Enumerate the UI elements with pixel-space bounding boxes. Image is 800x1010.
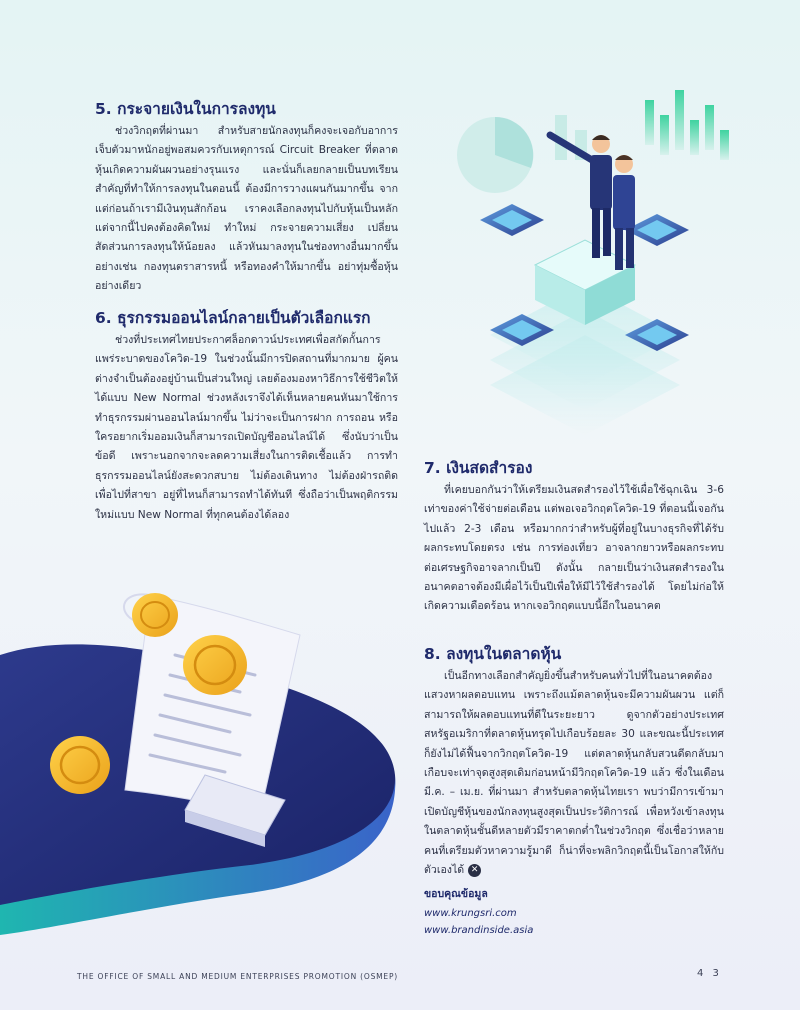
section-body: ช่วงวิกฤตที่ผ่านมา สำหรับสายนักลงทุนก็คงจะเจอกับอาการเจ็บตัวมาหนักอยู่พอสมควรกับเหตุการณ์ Circuit Breaker ที่ตลาดหุ้นเกิดความผันผวนอย่างรุนแรง และนั่นก็เลยกลายเป็นบทเรียนสำคัญที่ทำให้การลงทุนในตอนนี้ ต้องมีการวางแผนกันมากขึ้น จากแต่ก่อนถ้าเรามีเงินทุนสักก้อน เราคงเลือกลงทุนไปกับหุ้นเป็นหลัก แต่จากนี้ไปคงต้องคิดใหม่ ทำใหม่ กระจายความเสี่ยง เปลี่ยนสัดส่วนการลงทุนให้น้อยลง แล้วหันมาลงทุนในช่องทางอื่นมากขึ้น อย่างเช่น กองทุนตราสารหนี้ หรือทองคำให้มากขึ้น อย่าทุ่มซื้อหุ้นอย่างเดียว bbox=[95, 125, 398, 293]
businessmen-illustration bbox=[420, 60, 750, 440]
section-emergency-cash bbox=[424, 457, 724, 617]
section-heading: 5. กระจายเงินในการลงทุน bbox=[95, 100, 276, 118]
credits-title: ขอบคุณข้อมูล bbox=[424, 888, 488, 900]
section-heading: 7. เงินสดสำรอง bbox=[424, 459, 533, 477]
credits bbox=[424, 885, 724, 939]
footer-organization: THE OFFICE OF SMALL AND MEDIUM ENTERPRISES PROMOTION (OSMEP) bbox=[77, 972, 399, 981]
section-body-text: เป็นอีกทางเลือกสำคัญยิ่งขึ้นสำหรับคนทั่วไปที่ในอนาคตต้องแสวงหาผลตอบแทน เพราะถึงแม้ตลาดหุ้นจะมีความผันผวน แต่ก็สามารถให้ผลตอบแทนที่ดีในระยะยาว ดูจากตัวอย่างประเทศสหรัฐอเมริกาที่ตลาดหุ้นทรุดไปเกือบร้อยละ 30 และขณะนี้ประเทศก็ยังไม่ได้ฟื้นจากวิกฤตโควิด-19 แต่ตลาดหุ้นกลับสวนดีดกลับมาเกือบจะเท่าจุดสูงสุดเดิมก่อนหน้ามีวิกฤตโควิด-19 แล้ว ซึ่งในเดือนมี.ค. – เม.ย. ที่ผ่านมา สำหรับตลาดหุ้นไทยเรา พบว่ามีการเข้ามาเปิดบัญชีหุ้นของนักลงทุนสูงสุดเป็นประวัติการณ์ เพื่อหวังเข้าลงทุนในตลาดหุ้นชั้นดีหลายตัวมีราคาตกต่ำในช่วงวิกฤต ซึ่งเชื่อว่าหลายคนที่เตรียมตัวหาความรู้มาดี ก็น่าที่จะพลิกวิกฤตนี้เป็นโอกาสให้กับตัวเองได้ bbox=[424, 670, 724, 877]
page-number: 4 3 bbox=[697, 968, 722, 979]
section-body: ช่วงที่ประเทศไทยประกาศล็อกดาวน์ประเทศเพื่อสกัดกั้นการแพร่ระบาดของโควิด-19 ในช่วงนั้นมีการปิดสถานที่มากมาย ผู้คนต่างจำเป็นต้องอยู่บ้านเป็นส่วนใหญ่ เลยต้องมองหาวิธีการใช้ชีวิตให้ได้แบบ New Normal ช่วงหลังเราจึงได้เห็นหลายคนหันมาใช้การทำธุรกรรมผ่านออนไลน์มากขึ้น ไม่ว่าจะเป็นการฝาก การถอน หรือใครอยากเริ่มออมเงินก็สามารถเปิดบัญชีออนไลน์ได้ ซึ่งนับว่าเป็นข้อดี เพราะนอกจากจะลดความเสี่ยงในการติดเชื้อแล้ว การทำธุรกรรมออนไลน์ยังสะดวกสบาย ไม่ต้องเดินทาง ไม่ต้องฝ่ารถติดเพื่อไปที่สาขา อยู่ที่ไหนก็สามารถทำได้ทันที ซึ่งถือว่าเป็นพฤติกรรมใหม่แบบ New Normal ที่ทุกคนต้องได้ลอง bbox=[95, 334, 398, 521]
coins-receipt-illustration bbox=[0, 575, 420, 935]
section-heading: 8. ลงทุนในตลาดหุ้น bbox=[424, 645, 562, 663]
section-heading: 6. ธุรกรรมออนไลน์กลายเป็นตัวเลือกแรก bbox=[95, 309, 371, 327]
section-stock-market bbox=[424, 643, 724, 880]
credit-link[interactable]: www.krungsri.com bbox=[424, 908, 517, 919]
section-diversify-investment bbox=[95, 98, 398, 297]
close-icon: ✕ bbox=[468, 864, 481, 877]
section-body bbox=[424, 667, 724, 880]
section-body: ที่เคยบอกกันว่าให้เตรียมเงินสดสำรองไว้ใช้เผื่อใช้ฉุกเฉิน 3-6 เท่าของค่าใช้จ่ายต่อเดือน แต่พอเจอวิกฤตโควิด-19 ที่ตอนนี้เจอกันไปแล้ว 2-3 เดือน หรือมากกว่าสำหรับผู้ที่อยู่ในบางธุรกิจที่ได้รับผลกระทบโดยตรง เช่น การท่องเที่ยว อาจลากยาวหรือผลกระทบต่อเศรษฐกิจอาจลากเป็นปี ดังนั้น กลายเป็นว่าเงินสดสำรองในอนาคตอาจต้องมีเผื่อไว้เป็นปีเพื่อให้มีไว้ใช้สำรองได้ โดยไม่ก่อให้เกิดความเดือดร้อน หากเจอวิกฤตแบบนี้อีกในอนาคต bbox=[424, 484, 724, 613]
credit-link[interactable]: www.brandinside.asia bbox=[424, 925, 534, 936]
section-online-transactions bbox=[95, 307, 398, 525]
